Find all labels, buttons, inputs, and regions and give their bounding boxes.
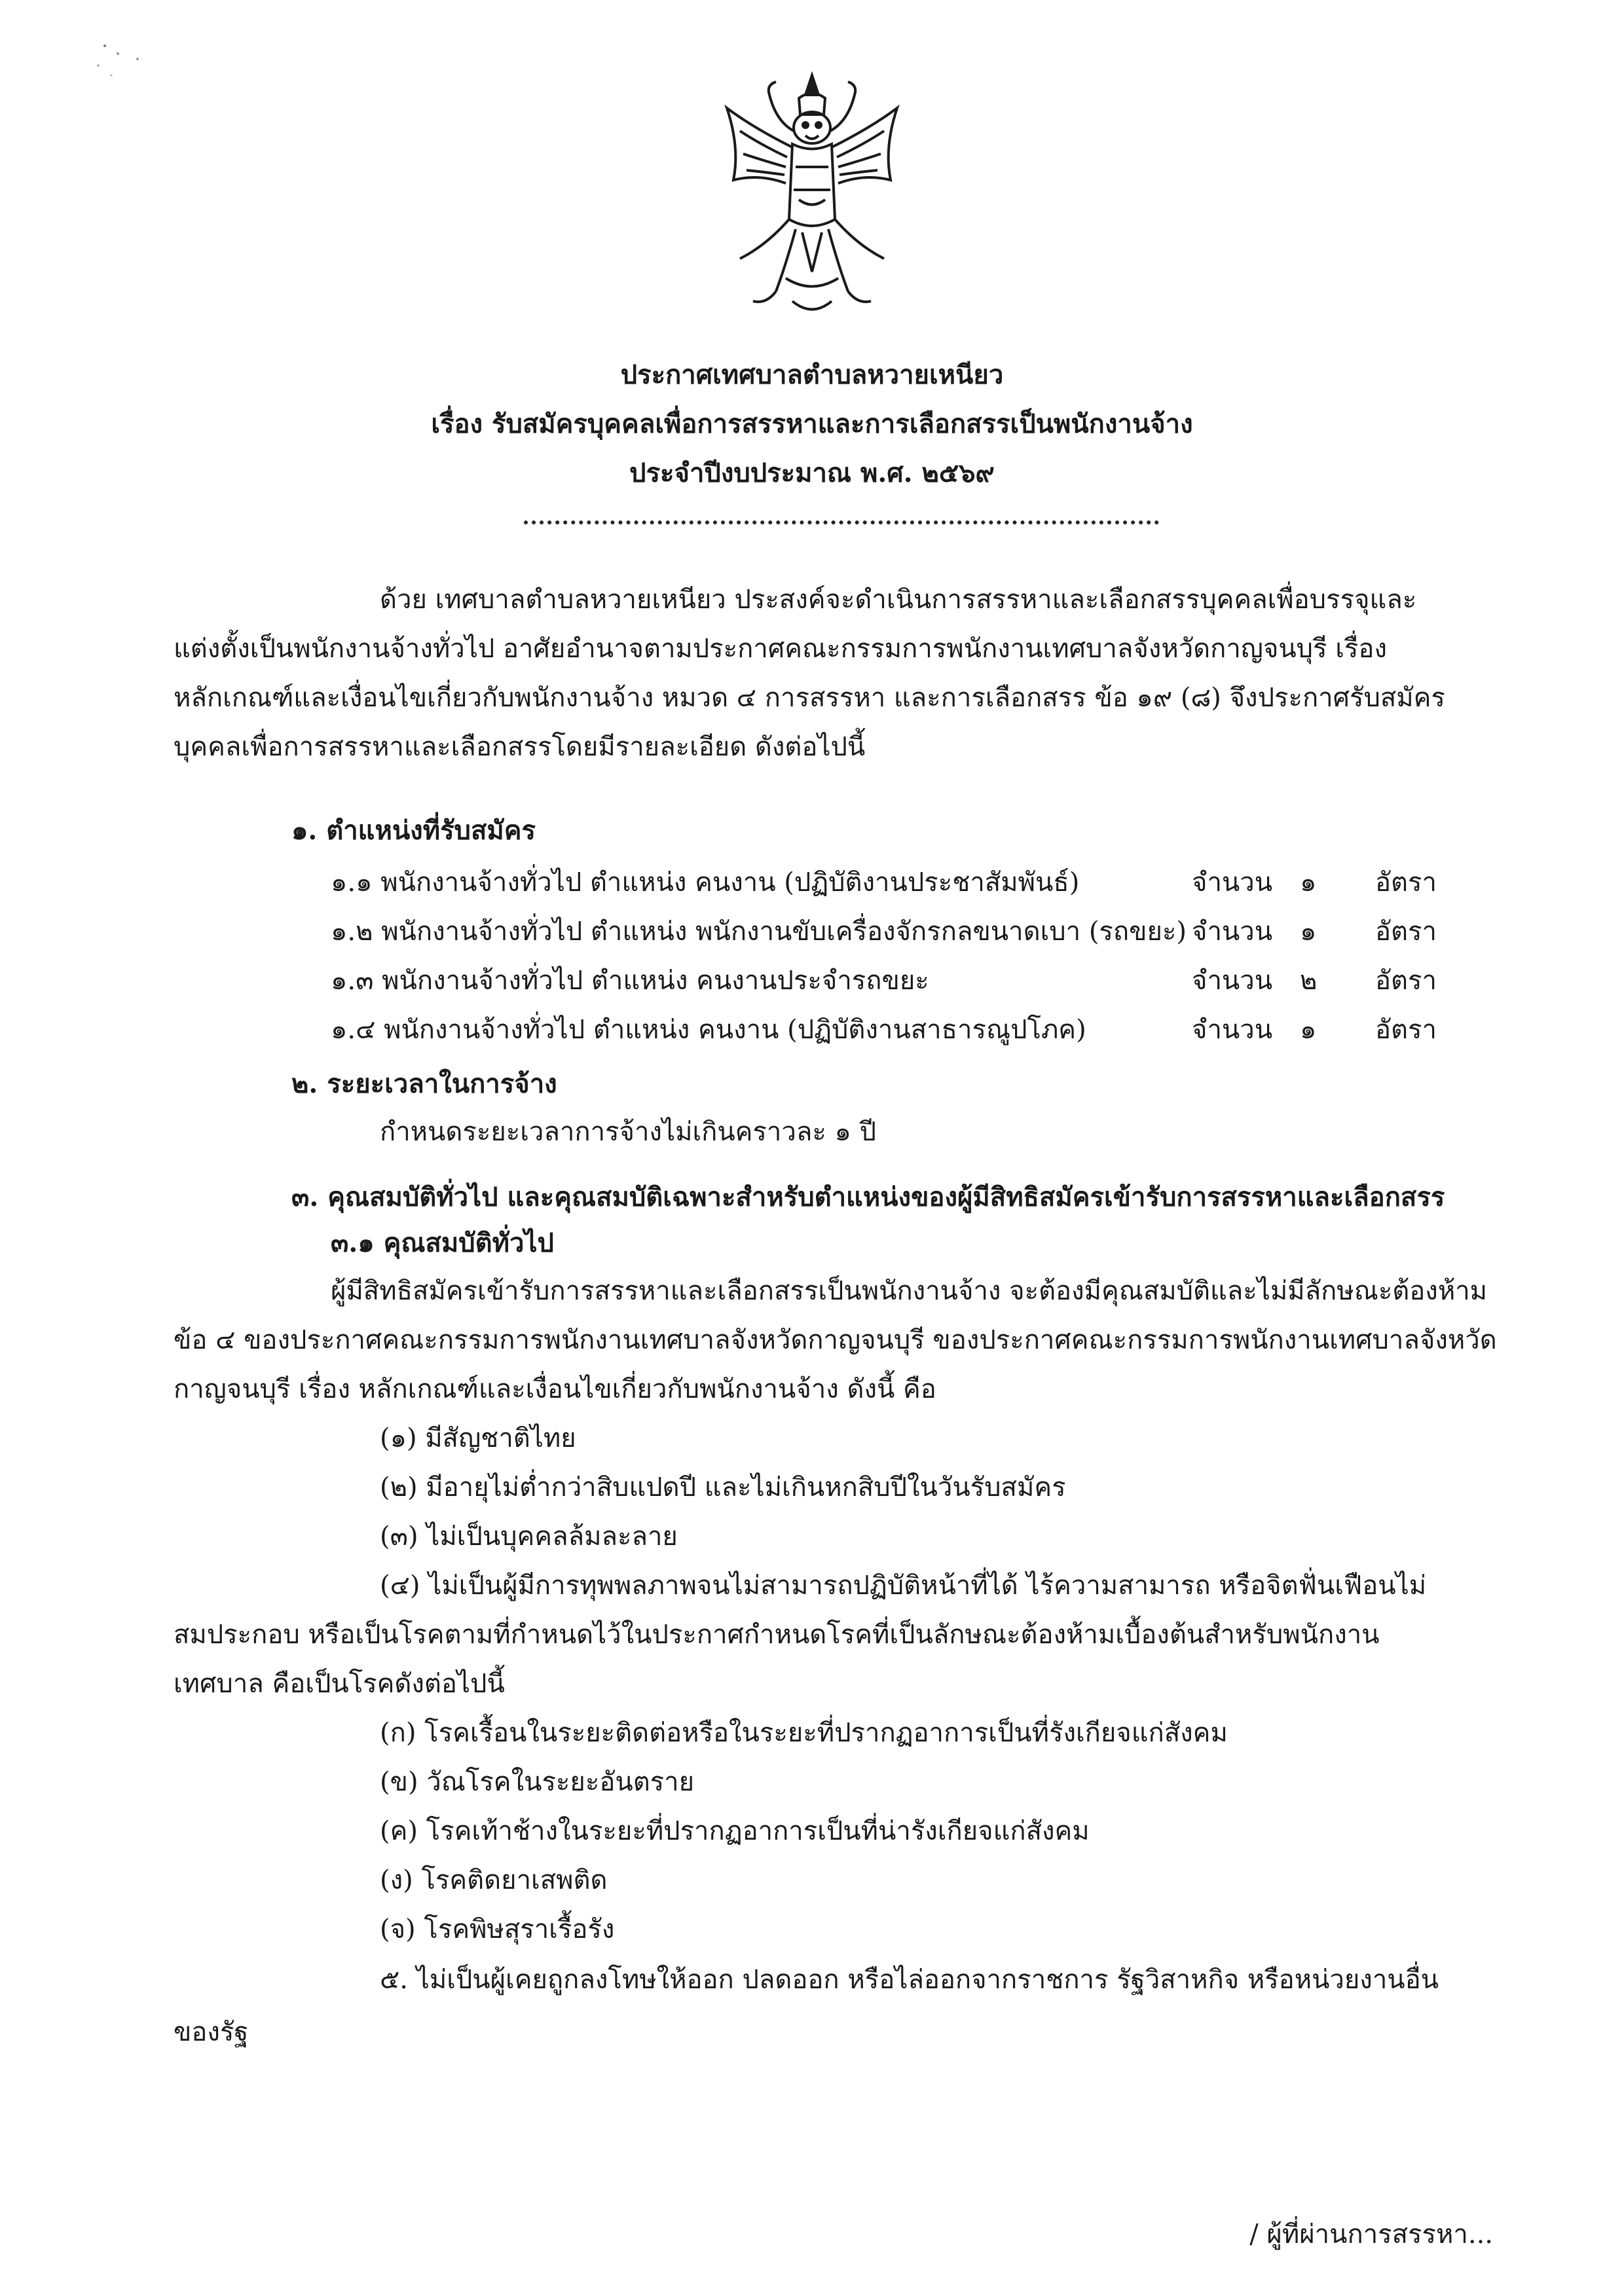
intro-line: บุคคลเพื่อการสรรหาและเลือกสรรโดยมีรายละเอียด ดังต่อไปนี้ <box>174 732 866 762</box>
qualification-item-5: ของรัฐ <box>174 2017 249 2047</box>
qualification-item-4: สมประกอบ หรือเป็นโรคตามที่กำหนดไว้ในประกาศกำหนดโรคที่เป็นลักษณะต้องห้ามเบื้องต้นสำหรับพนักงาน <box>174 1620 1380 1650</box>
count-unit: อัตรา <box>1375 917 1437 947</box>
count-label: จำนวน <box>1192 917 1273 947</box>
section2-heading: ๒. ระยะเวลาในการจ้าง <box>291 1068 557 1099</box>
fiscal-year: ประจำปีงบประมาณ พ.ศ. ๒๕๖๙ <box>629 458 995 488</box>
disease-item: (ข) วัณโรคในระยะอันตราย <box>380 1767 695 1797</box>
section3-1-heading: ๓.๑ คุณสมบัติทั่วไป <box>331 1228 554 1258</box>
qualification-item-4: (๔) ไม่เป็นผู้มีการทุพพลภาพจนไม่สามารถปฏิบัติหน้าที่ได้ ไร้ความสามารถ หรือจิตฟั่นเฟือนไม่ <box>380 1571 1427 1601</box>
count-unit: อัตรา <box>1375 867 1437 898</box>
scan-specks <box>92 39 151 92</box>
count-value: ๑ <box>1300 1015 1317 1045</box>
qualification-para-line: กาญจนบุรี เรื่อง หลักเกณฑ์และเงื่อนไขเกี่ยวกับพนักงานจ้าง ดังนี้ คือ <box>174 1374 936 1404</box>
disease-item: (ค) โรคเท้าช้างในระยะที่ปรากฏอาการเป็นที่น่ารังเกียจแก่สังคม <box>380 1816 1090 1846</box>
qualification-item: (๒) มีอายุไม่ต่ำกว่าสิบแปดปี และไม่เกินหกสิบปีในวันรับสมัคร <box>380 1472 1066 1503</box>
disease-item: (ก) โรคเรื้อนในระยะติดต่อหรือในระยะที่ปรากฏอาการเป็นที่รังเกียจแก่สังคม <box>380 1718 1228 1748</box>
count-label: จำนวน <box>1192 1015 1273 1045</box>
employment-period: กำหนดระยะเวลาการจ้างไม่เกินคราวละ ๑ ปี <box>380 1117 877 1147</box>
intro-line: แต่งตั้งเป็นพนักงานจ้างทั่วไป อาศัยอำนาจตามประกาศคณะกรรมการพนักงานเทศบาลจังหวัดกาญจนบุรี เรื่อง <box>174 634 1387 664</box>
qualification-para-line: ข้อ ๔ ของประกาศคณะกรรมการพนักงานเทศบาลจังหวัดกาญจนบุรี ของประกาศคณะกรรมการพนักงานเทศบาลจังหวัด <box>174 1325 1497 1355</box>
disease-item: (ง) โรคติดยาเสพติด <box>380 1865 608 1895</box>
section1-heading: ๑. ตำแหน่งที่รับสมัคร <box>291 815 536 846</box>
position-text: ๑.๓ พนักงานจ้างทั่วไป ตำแหน่ง คนงานประจำรถขยะ <box>331 966 929 996</box>
qualification-para-line: ผู้มีสิทธิสมัครเข้ารับการสรรหาและเลือกสรรเป็นพนักงานจ้าง จะต้องมีคุณสมบัติและไม่มีลักษณะต้องห้าม <box>331 1276 1488 1306</box>
count-unit: อัตรา <box>1375 1015 1437 1045</box>
qualification-item-4: เทศบาล คือเป็นโรคดังต่อไปนี้ <box>174 1669 505 1699</box>
position-text: ๑.๔ พนักงานจ้างทั่วไป ตำแหน่ง คนงาน (ปฏิบัติงานสาธารณูปโภค) <box>331 1015 1086 1045</box>
garuda-emblem-icon <box>714 69 910 327</box>
section3-heading: ๓. คุณสมบัติทั่วไป และคุณสมบัติเฉพาะสำหรับตำแหน่งของผู้มีสิทธิสมัครเข้ารับการสรรหาและเลือกสรร <box>291 1182 1445 1212</box>
count-label: จำนวน <box>1192 867 1273 898</box>
title-separator <box>524 520 1159 524</box>
qualification-item: (๓) ไม่เป็นบุคคลล้มละลาย <box>380 1522 678 1552</box>
position-text: ๑.๒ พนักงานจ้างทั่วไป ตำแหน่ง พนักงานขับเครื่องจักรกลขนาดเบา (รถขยะ) <box>331 917 1187 947</box>
count-value: ๒ <box>1300 966 1318 996</box>
intro-line: หลักเกณฑ์และเงื่อนไขเกี่ยวกับพนักงานจ้าง หมวด ๔ การสรรหา และการเลือกสรร ข้อ ๑๙ (๘) จึงประกาศรับสมัคร <box>174 683 1445 713</box>
disease-item: (จ) โรคพิษสุราเรื้อรัง <box>380 1914 615 1944</box>
count-value: ๑ <box>1300 917 1317 947</box>
count-value: ๑ <box>1300 867 1317 898</box>
count-unit: อัตรา <box>1375 966 1437 996</box>
count-label: จำนวน <box>1192 966 1273 996</box>
announcement-title: ประกาศเทศบาลตำบลหวายเหนียว <box>620 359 1004 390</box>
announcement-subject: เรื่อง รับสมัครบุคคลเพื่อการสรรหาและการเลือกสรรเป็นพนักงานจ้าง <box>431 409 1193 439</box>
position-text: ๑.๑ พนักงานจ้างทั่วไป ตำแหน่ง คนงาน (ปฏิบัติงานประชาสัมพันธ์) <box>331 867 1080 898</box>
continuation-note: / ผู้ที่ผ่านการสรรหา... <box>1249 2219 1493 2250</box>
qualification-item: (๑) มีสัญชาติไทย <box>380 1423 576 1453</box>
intro-line: ด้วย เทศบาลตำบลหวายเหนียว ประสงค์จะดำเนินการสรรหาและเลือกสรรบุคคลเพื่อบรรจุและ <box>380 585 1417 615</box>
qualification-item-5: ๕. ไม่เป็นผู้เคยถูกลงโทษให้ออก ปลดออก หรือไล่ออกจากราชการ รัฐวิสาหกิจ หรือหน่วยงานอื่น <box>380 1965 1439 1995</box>
